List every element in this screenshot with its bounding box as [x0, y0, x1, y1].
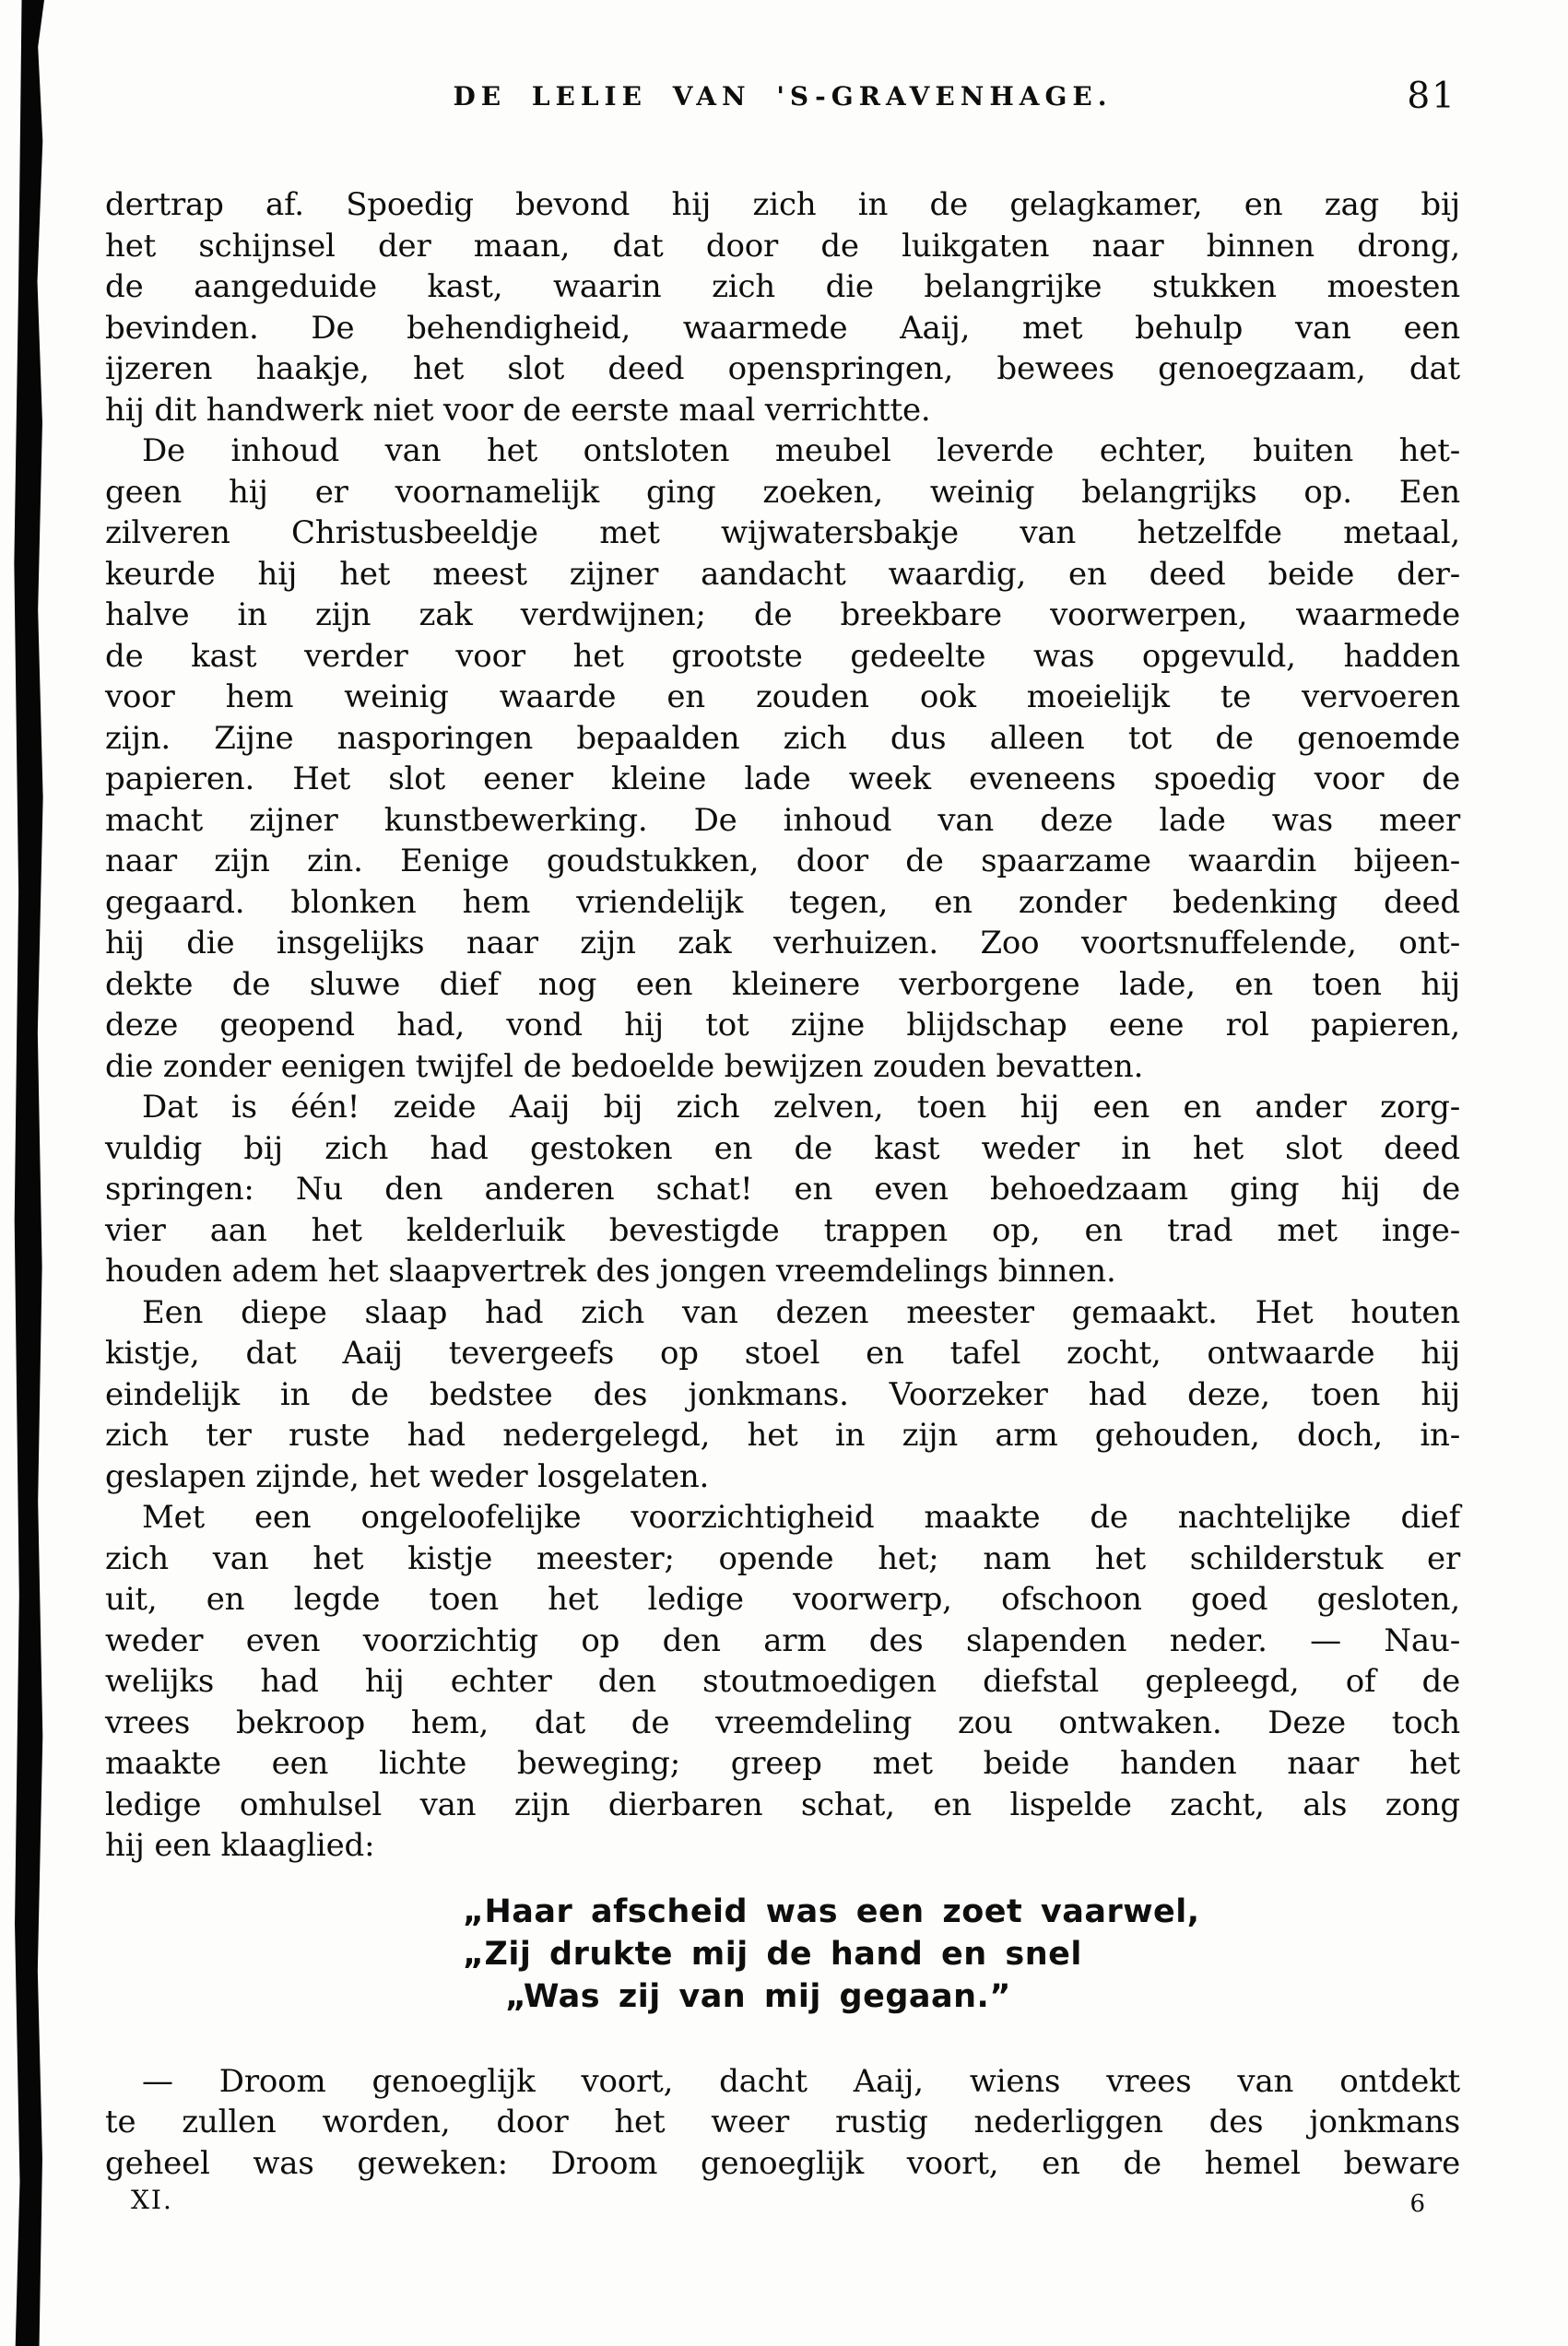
- paragraph: [105, 2061, 1460, 2185]
- text-line: macht zijner kunstbewerking. De inhoud van deze lade was meer: [105, 801, 1460, 839]
- text-line: dertrap af. Spoedig bevond hij zich in de gelagkamer, en zag bij: [105, 186, 1460, 223]
- paragraph: [105, 430, 1460, 1087]
- text-line: dekte de sluwe dief nog een kleinere verborgene lade, en toen hij: [105, 965, 1460, 1003]
- text-line: halve in zijn zak verdwijnen; de breekbare voorwerpen, waarmede: [105, 596, 1460, 633]
- text-line: vier aan het kelderluik bevestigde trappen op, en trad met inge-: [105, 1211, 1460, 1249]
- text-line: eindelijk in de bedstee des jonkmans. Voorzeker had deze, toen hij: [105, 1375, 1460, 1413]
- text-line: vuldig bij zich had gestoken en de kast weder in het slot deed: [105, 1129, 1460, 1167]
- page-footer: [105, 2185, 1460, 2218]
- text-line: gegaard. blonken hem vriendelijk tegen, en zonder bedenking deed: [105, 883, 1460, 921]
- closing-paragraph: [105, 2061, 1460, 2185]
- text-line: hij een klaaglied:: [105, 1827, 375, 1864]
- text-line: die zonder eenigen twijfel de bedoelde bewijzen zouden bevatten.: [105, 1047, 1144, 1085]
- text-line: springen: Nu den anderen schat! en even behoedzaam ging hij de: [105, 1171, 1460, 1208]
- text-line: deze geopend had, vond hij tot zijne blijdschap eene rol papieren,: [105, 1007, 1460, 1043]
- text-line: uit, en legde toen het ledige voorwerp, ofschoon goed gesloten,: [105, 1581, 1460, 1618]
- text-line: Dat is één! zeide Aaij bij zich zelven, toen hij een en ander zorg-: [142, 1089, 1460, 1126]
- text-line: papieren. Het slot eener kleine lade week eveneens spoedig voor de: [105, 760, 1460, 797]
- text-line: houden adem het slaapvertrek des jongen vreemdelings binnen.: [105, 1253, 1116, 1290]
- text-line: ledige omhulsel van zijn dierbaren schat, en lispelde zacht, als zong: [105, 1786, 1460, 1823]
- text-line: het schijnsel der maan, dat door de luikgaten naar binnen drong,: [105, 227, 1460, 265]
- paragraph: [105, 1292, 1460, 1498]
- binding-edge-artifact: [13, 0, 44, 2346]
- text-line: geen hij er voornamelijk ging zoeken, weinig belangrijks op. Een: [105, 473, 1460, 511]
- text-line: kistje, dat Aaij tevergeefs op stoel en tafel zocht, ontwaarde hij: [105, 1335, 1460, 1372]
- text-line: maakte een lichte beweging; greep met beide handen naar het: [105, 1745, 1460, 1782]
- footer-signature-number: 6: [1409, 2190, 1425, 2218]
- text-line: zich ter ruste had nedergelegd, het in zijn arm gehouden, doch, in-: [105, 1417, 1460, 1454]
- poem: [105, 1891, 1460, 2018]
- text-body: [105, 184, 1460, 2184]
- footer-volume-number: XI.: [131, 2185, 173, 2215]
- text-line: bevinden. De behendigheid, waarmede Aaij, met behulp van een: [105, 309, 1460, 347]
- running-header: [105, 76, 1460, 117]
- book-title-header: DE LELIE VAN 'S-GRAVENHAGE.: [453, 81, 1113, 112]
- page-number: 81: [1407, 76, 1456, 117]
- paragraphs: [105, 184, 1460, 1867]
- poem-line: „Zij drukte mij de hand en snel: [463, 1935, 1082, 1973]
- paragraph: [105, 184, 1460, 430]
- text-line: geslapen zijnde, het weder losgelaten.: [105, 1457, 710, 1495]
- text-line: Een diepe slaap had zich van dezen meester gemaakt. Het houten: [142, 1293, 1460, 1331]
- text-line: zich van het kistje meester; opende het; nam het schilderstuk er: [105, 1539, 1460, 1577]
- text-line: zijn. Zijne nasporingen bepaalden zich dus alleen tot de genoemde: [105, 719, 1460, 757]
- poem-line: „Was zij van mij gegaan.”: [505, 1977, 1011, 2015]
- text-line: ijzeren haakje, het slot deed openspringen, bewees genoegzaam, dat: [105, 350, 1460, 387]
- text-line: De inhoud van het ontsloten meubel leverde echter, buiten het-: [142, 432, 1460, 469]
- text-line: te zullen worden, door het weer rustig nederliggen des jonkmans: [105, 2104, 1460, 2140]
- text-line: hij die insgelijks naar zijn zak verhuizen. Zoo voortsnuffelende, ont-: [105, 925, 1460, 961]
- text-line: hij dit handwerk niet voor de eerste maal verrichtte.: [105, 391, 931, 429]
- text-line: weder even voorzichtig op den arm des slapenden neder. — Nau-: [105, 1621, 1460, 1659]
- text-line: de aangeduide kast, waarin zich die belangrijke stukken moesten: [105, 268, 1460, 305]
- text-line: Met een ongeloofelijke voorzichtigheid maakte de nachtelijke dief: [142, 1499, 1460, 1536]
- text-line: welijks had hij echter den stoutmoedigen diefstal gepleegd, of de: [105, 1663, 1460, 1700]
- paragraph: [105, 1087, 1460, 1292]
- text-line: vrees bekroop hem, dat de vreemdeling zou ontwaken. Deze toch: [105, 1704, 1460, 1741]
- text-line: zilveren Christusbeeldje met wijwatersbakje van hetzelfde metaal,: [105, 514, 1460, 551]
- text-line: keurde hij het meest zijner aandacht waardig, en deed beide der-: [105, 555, 1460, 593]
- text-line: geheel was geweken: Droom genoeglijk voort, en de hemel beware: [105, 2144, 1460, 2182]
- text-line: de kast verder voor het grootste gedeelte was opgevuld, hadden: [105, 637, 1460, 675]
- text-line: — Droom genoeglijk voort, dacht Aaij, wiens vrees van ontdekt: [142, 2062, 1460, 2100]
- text-line: voor hem weinig waarde en zouden ook moeielijk te vervoeren: [105, 678, 1460, 715]
- poem-line: „Haar afscheid was een zoet vaarwel,: [463, 1892, 1200, 1930]
- paragraph: [105, 1497, 1460, 1867]
- text-line: naar zijn zin. Eenige goudstukken, door de spaarzame waardin bijeen-: [105, 843, 1460, 879]
